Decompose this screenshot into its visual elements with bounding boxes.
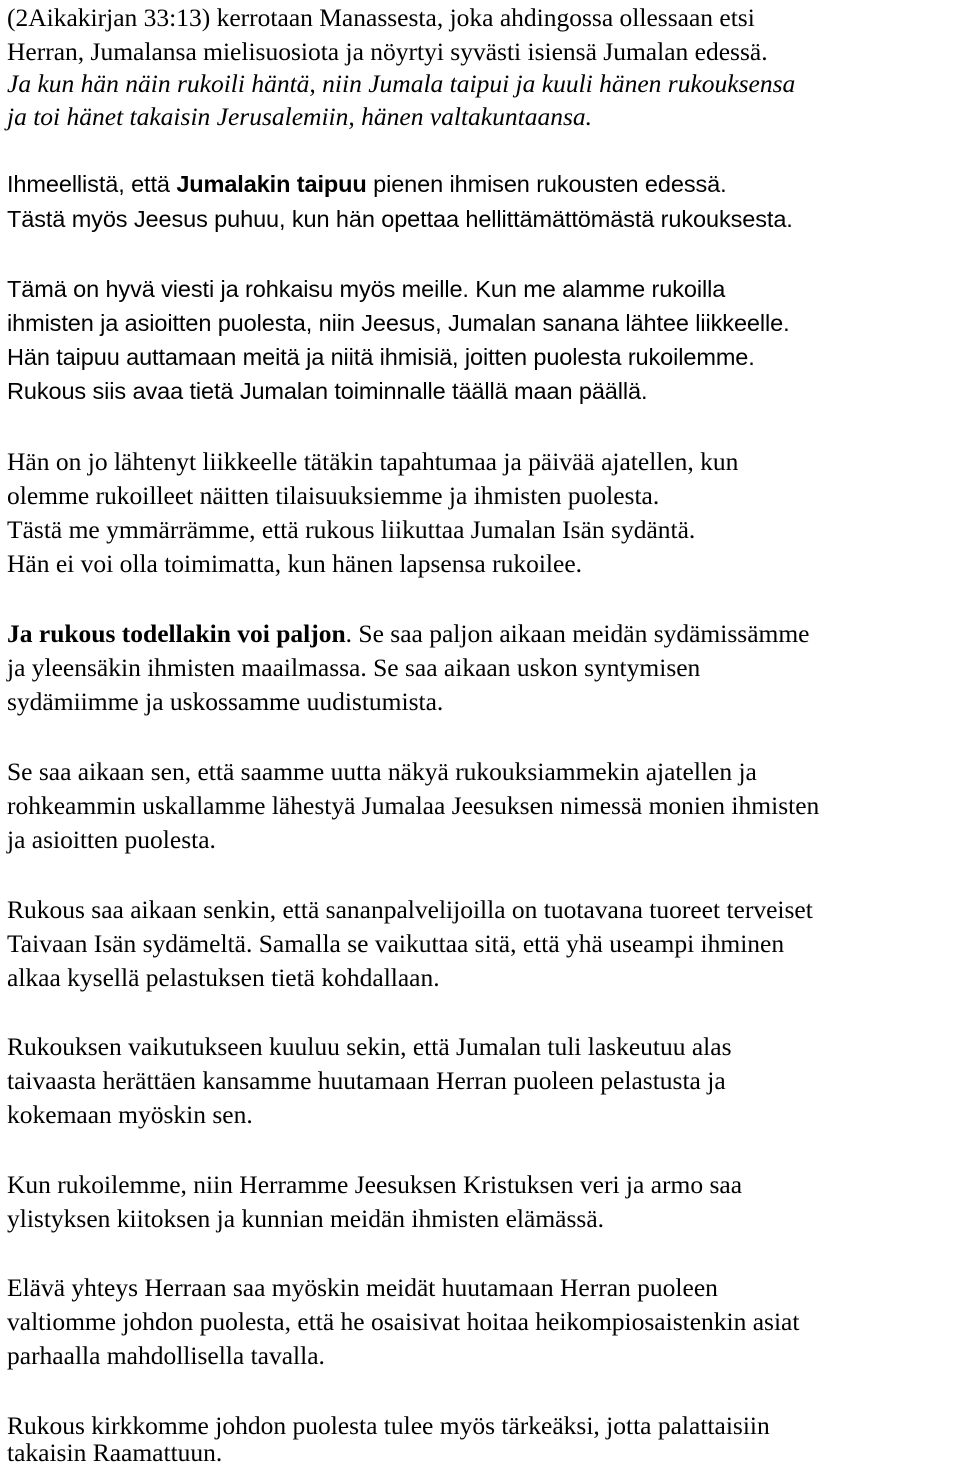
text-line: Herran, Jumalansa mielisuosiota ja nöyrtyi syvästi isiensä Jumalan edessä. (7, 37, 768, 66)
text-line: valtiomme johdon puolesta, että he osaisivat hoitaa heikompiosaistenkin asiat (7, 1307, 800, 1336)
text-line: alkaa kysellä pelastuksen tietä kohdallaan. (7, 963, 440, 992)
text-line: ihmisten ja asioitten puolesta, niin Jeesus, Jumalan sanana lähtee liikkeelle. (7, 310, 790, 336)
quote-line: ja toi hänet takaisin Jerusalemiin, hänen valtakuntaansa. (7, 102, 593, 131)
text-line: Se saa aikaan sen, että saamme uutta näkyä rukouksiammekin ajatellen ja (7, 757, 757, 786)
text-span: pienen ihmisen rukousten edessä. (366, 171, 727, 197)
text-span: Ihmeellistä, että (7, 171, 177, 197)
text-line: rohkeammin uskallamme lähestyä Jumalaa Jeesuksen nimessä monien ihmisten (7, 791, 820, 820)
text-line: Kun rukoilemme, niin Herramme Jeesuksen Kristuksen veri ja armo saa (7, 1170, 743, 1199)
text-line: Rukouksen vaikutukseen kuuluu sekin, että Jumalan tuli laskeutuu alas (7, 1032, 732, 1061)
text-line: ylistyksen kiitoksen ja kunnian meidän ihmisten elämässä. (7, 1204, 605, 1233)
text-line: takaisin Raamattuun. (7, 1438, 223, 1467)
text-line: Tämä on hyvä viesti ja rohkaisu myös meille. Kun me alamme rukoilla (7, 276, 726, 302)
text-line: kokemaan myöskin sen. (7, 1100, 253, 1129)
text-line: sydämiimme ja uskossamme uudistumista. (7, 687, 444, 716)
text-line: Tästä myös Jeesus puhuu, kun hän opettaa hellittämättömästä rukouksesta. (7, 206, 793, 232)
text-line (7, 167, 727, 201)
emphasis-text: Jumalakin taipuu (176, 171, 367, 197)
text-span: . Se saa paljon aikaan meidän sydämissämme (345, 619, 810, 648)
text-line: ja yleensäkin ihmisten maailmassa. Se saa aikaan uskon syntymisen (7, 653, 701, 682)
text-line (7, 617, 810, 651)
text-line: taivaasta herättäen kansamme huutamaan Herran puoleen pelastusta ja (7, 1066, 726, 1095)
text-line: Hän taipuu auttamaan meitä ja niitä ihmisiä, joitten puolesta rukoilemme. (7, 344, 755, 370)
text-line: Taivaan Isän sydämeltä. Samalla se vaikuttaa sitä, että yhä useampi ihminen (7, 929, 785, 958)
text-line: Rukous kirkkomme johdon puolesta tulee myös tärkeäksi, jotta palattaisiin (7, 1411, 770, 1440)
text-line: Hän on jo lähtenyt liikkeelle tätäkin tapahtumaa ja päivää ajatellen, kun (7, 447, 739, 476)
text-line: (2Aikakirjan 33:13) kerrotaan Manassesta, joka ahdingossa ollessaan etsi (7, 3, 755, 32)
quote-line: Ja kun hän näin rukoili häntä, niin Jumala taipui ja kuuli hänen rukouksensa (7, 69, 796, 98)
text-line: Hän ei voi olla toimimatta, kun hänen lapsensa rukoilee. (7, 549, 583, 578)
text-line: Rukous saa aikaan senkin, että sananpalvelijoilla on tuotavana tuoreet terveiset (7, 895, 813, 924)
text-line: Elävä yhteys Herraan saa myöskin meidät huutamaan Herran puoleen (7, 1273, 718, 1302)
text-line: Rukous siis avaa tietä Jumalan toiminnalle täällä maan päällä. (7, 378, 648, 404)
emphasis-text: Ja rukous todellakin voi paljon (7, 619, 346, 648)
text-line: olemme rukoilleet näitten tilaisuuksiemme ja ihmisten puolesta. (7, 481, 660, 510)
text-line: ja asioitten puolesta. (7, 825, 216, 854)
text-line: Tästä me ymmärrämme, että rukous liikuttaa Jumalan Isän sydäntä. (7, 515, 696, 544)
text-line: parhaalla mahdollisella tavalla. (7, 1341, 325, 1370)
